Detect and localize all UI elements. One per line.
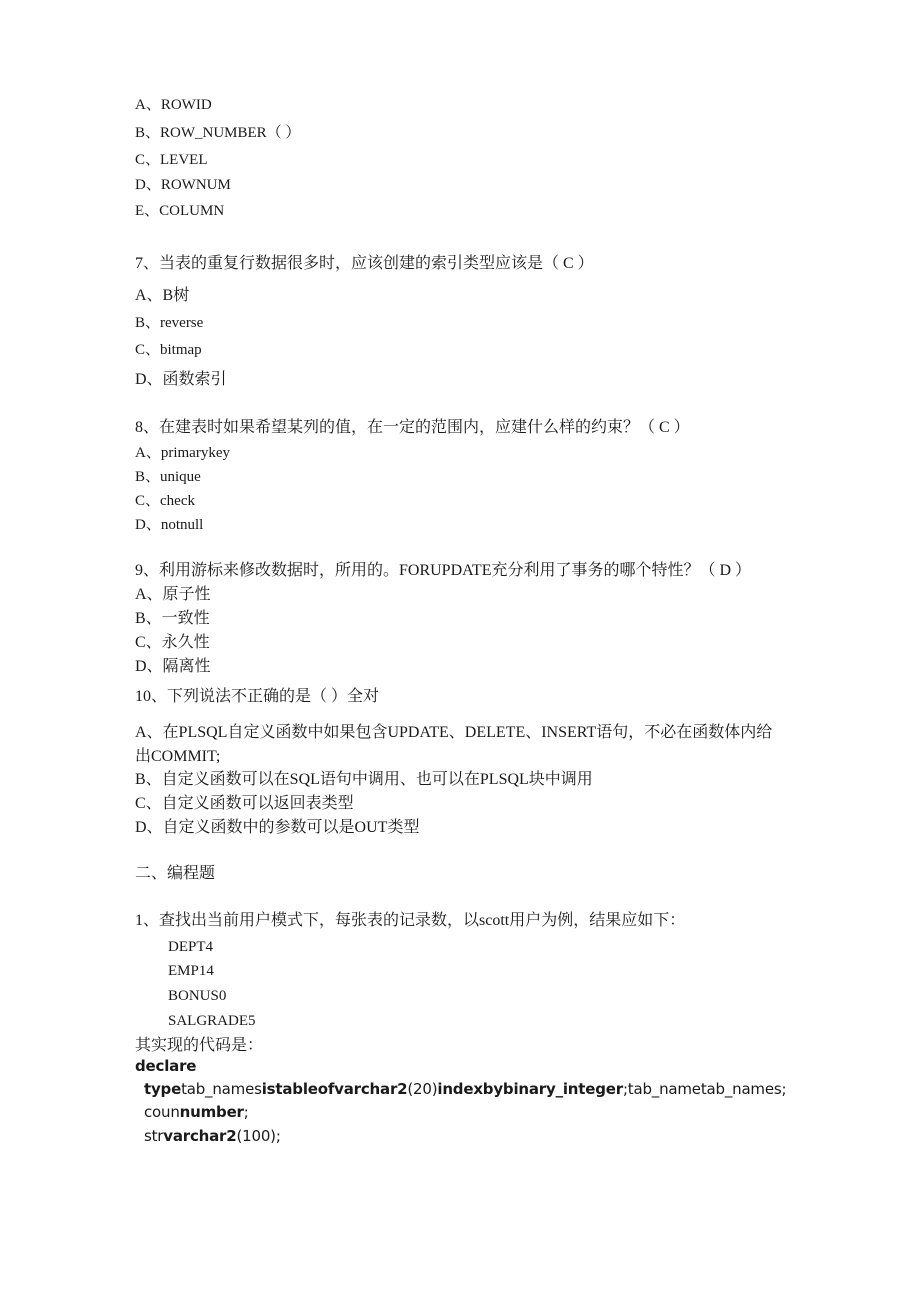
q9-option-d: D、隔离性 <box>135 658 211 675</box>
code-text: ; <box>243 1103 249 1121</box>
q10-option-c: C、自定义函数可以返回表类型 <box>135 795 354 812</box>
q8-question: 8、在建表时如果希望某列的值，在一定的范围内，应建什么样的约束？（ C ） <box>135 419 690 436</box>
code-keyword: istableofvarchar2 <box>261 1080 408 1098</box>
q9-question: 9、利用游标来修改数据时，所用的。FORUPDATE充分利用了事务的哪个特性？（ D ） <box>135 562 752 579</box>
q8-option-a: A、primarykey <box>135 445 230 461</box>
result-dept: DEPT4 <box>168 939 213 955</box>
q6-option-c: C、LEVEL <box>135 152 208 168</box>
q10-option-a-continued: 出COMMIT; <box>135 748 221 765</box>
result-salgrade: SALGRADE5 <box>168 1013 256 1029</box>
section-title: 二、编程题 <box>135 865 216 882</box>
q10-option-b: B、自定义函数可以在SQL语句中调用、也可以在PLSQL块中调用 <box>135 771 593 788</box>
result-bonus: BONUS0 <box>168 988 227 1004</box>
code-intro: 其实现的代码是： <box>135 1037 264 1054</box>
code-keyword: type <box>144 1080 182 1098</box>
code-line-str <box>144 1126 281 1146</box>
q9-option-b: B、一致性 <box>135 610 210 627</box>
code-text: coun <box>144 1103 180 1121</box>
code-line-type <box>144 1079 786 1099</box>
q10-option-d: D、自定义函数中的参数可以是OUT类型 <box>135 819 420 836</box>
q10-option-a: A、在PLSQL自定义函数中如果包含UPDATE、DELETE、INSERT语句，不必在函数体内给 <box>135 724 773 741</box>
q8-option-c: C、check <box>135 493 195 509</box>
q9-option-c: C、永久性 <box>135 634 210 651</box>
q6-option-a: A、ROWID <box>135 97 212 113</box>
q7-option-b: B、reverse <box>135 315 204 331</box>
code-text: ;tab_nametab_names; <box>622 1080 787 1098</box>
q7-option-a: A、B树 <box>135 287 190 304</box>
code-keyword: indexbybinary_integer <box>437 1080 623 1098</box>
q7-option-c: C、bitmap <box>135 342 202 358</box>
q6-option-b: B、ROW_NUMBER（ ） <box>135 125 301 141</box>
q8-option-d: D、notnull <box>135 517 204 533</box>
q7-option-d: D、函数索引 <box>135 371 227 388</box>
code-line-coun <box>144 1102 249 1122</box>
code-text: tab_names <box>181 1080 262 1098</box>
code-keyword: number <box>179 1103 244 1121</box>
result-emp: EMP14 <box>168 963 214 979</box>
p1-question: 1、查找出当前用户模式下，每张表的记录数，以scott用户为例，结果应如下： <box>135 912 686 929</box>
code-declare: declare <box>135 1057 197 1075</box>
q9-option-a: A、原子性 <box>135 586 211 603</box>
code-text: (100); <box>236 1127 281 1145</box>
q6-option-d: D、ROWNUM <box>135 177 231 193</box>
code-keyword: varchar2 <box>163 1127 237 1145</box>
q10-question: 10、下列说法不正确的是（ ）全对 <box>135 688 380 705</box>
code-text: (20) <box>407 1080 438 1098</box>
code-text: str <box>144 1127 164 1145</box>
q8-option-b: B、unique <box>135 469 201 485</box>
q6-option-e: E、COLUMN <box>135 203 225 219</box>
q7-question: 7、当表的重复行数据很多时，应该创建的索引类型应该是（ C ） <box>135 255 594 272</box>
